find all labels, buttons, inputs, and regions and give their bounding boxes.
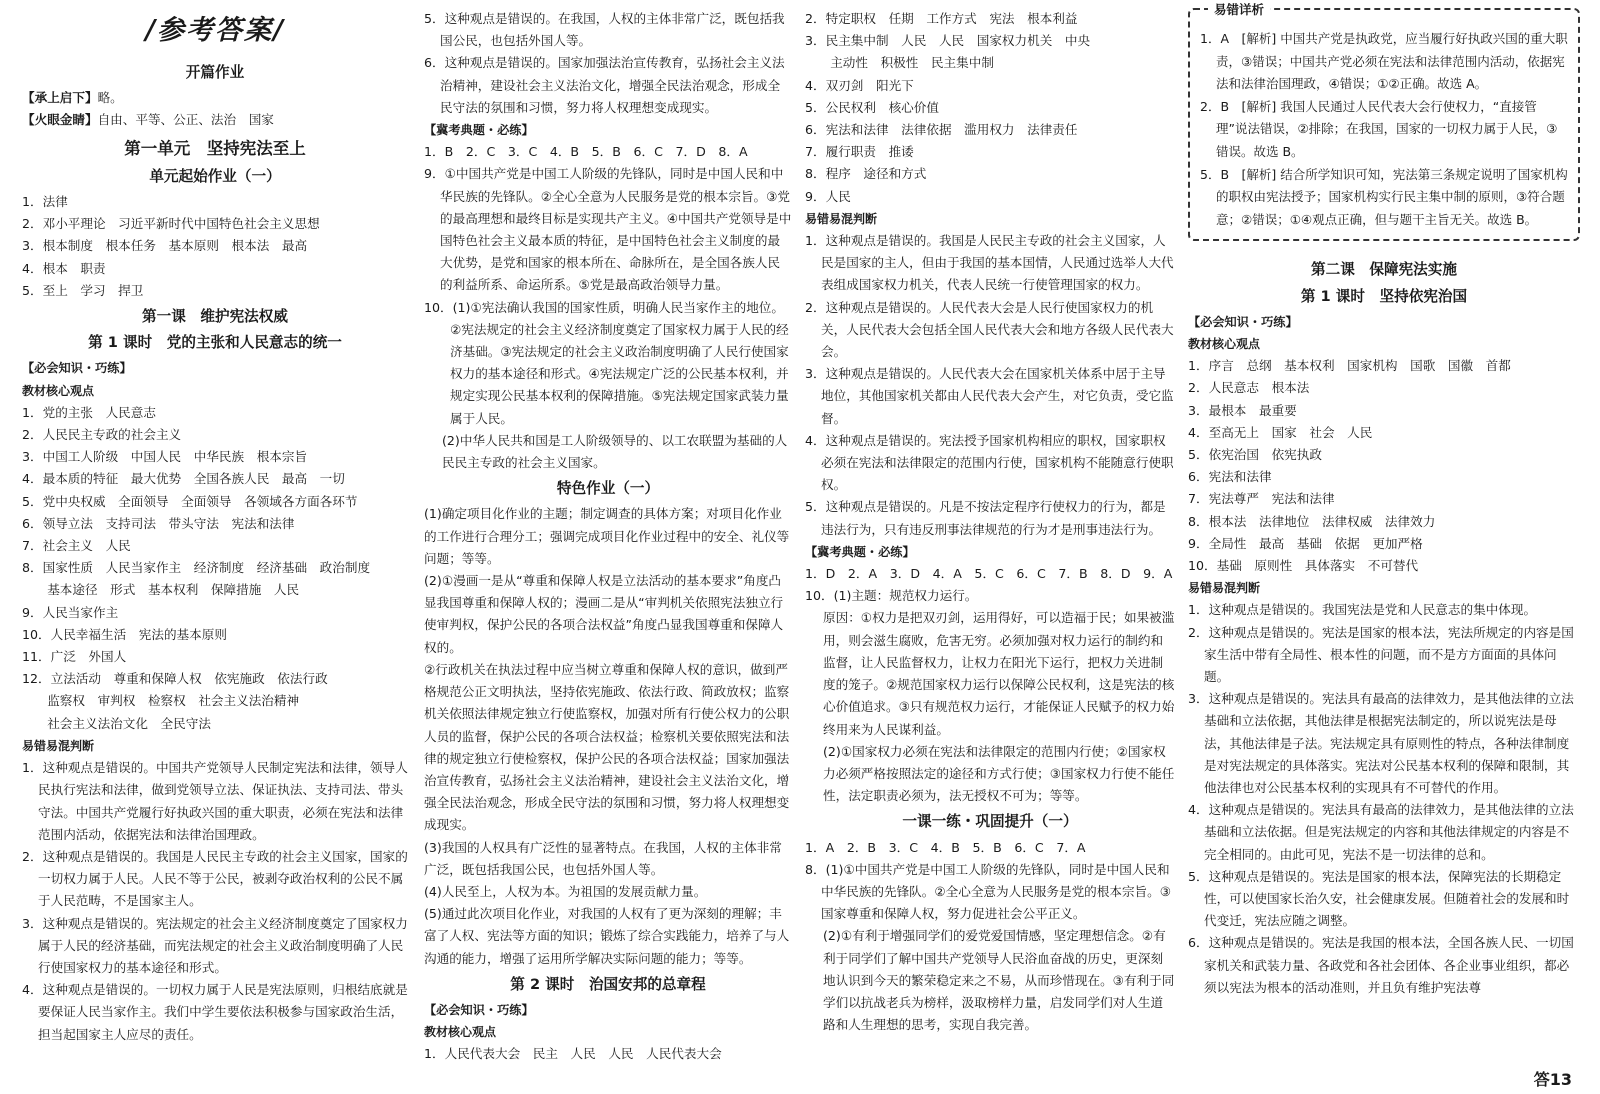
list-item: 1．党的主张 人民意志 — [22, 404, 156, 420]
list-item: 监察权 审判权 检察权 社会主义法治精神 — [22, 693, 300, 709]
unit-title: 第一单元 坚持宪法至上 — [124, 138, 306, 158]
question-answer: (2)①有利于增强同学们的爱党爱国情感，坚定理想信念。②有利于同学们了解中国共产党领导人民浴血奋战的历史，更深刻地认识到今天的繁荣稳定来之不易，从而珍惜现在。③有利于同学们以抗战老兵为榜样，汲取榜样力量，启发同学们对人生道路和人生理想的思考，实现自我完善。 — [823, 928, 1175, 1033]
column-3 — [805, 8, 1175, 1036]
mistake-item: 1．这种观点是错误的。我国宪法是党和人民意志的集中体现。 — [1188, 602, 1537, 618]
question-answer: (2)①国家权力必须在宪法和法律限定的范围内行使；②国家权力必须严格按照法定的途径和方式行使；③国家权力行使不能任性，法定职责必须为，法无授权不可为；等等。 — [823, 743, 1175, 804]
list-item: 10．基础 原则性 具体落实 不可替代 — [1188, 557, 1419, 573]
list-item: 6．这种观点是错误的。国家加强法治宣传教育，弘扬社会主义法治精神，建设社会主义法治文化，增强全民法治观念，形成全民守法的氛围和习惯，努力将人权理想变成现实。 — [424, 55, 785, 115]
page-number: 答13 — [1533, 1070, 1572, 1089]
practice-title: 一课一练・巩固提升（一） — [902, 813, 1078, 831]
answer-row: 1．A 2．B 3．C 4．B 5．B 6．C 7．A — [805, 839, 1086, 855]
opening-line: 【承上启下】略。 — [22, 90, 123, 106]
list-item: 9．人民当家作主 — [22, 604, 119, 620]
analysis-item: 1．A [解析] 中国共产党是执政党，应当履行好执政兴国的重大职责，③错误；中国共产党必须在宪法和法律范围内活动，依据宪法和法律治国理政，④错误；①②正确。故选 A。 — [1200, 31, 1568, 92]
mistake-item: 1．这种观点是错误的。我国是人民民主专政的社会主义国家，人民是国家的主人，但由于我国的基本国情，人民通过选举人大代表组成国家权力机关，代表人民统一行使管理国家的权力。 — [805, 233, 1174, 293]
list-item: 4．至高无上 国家 社会 人民 — [1188, 424, 1373, 440]
opening-line: 【火眼金睛】自由、平等、公正、法治 国家 — [22, 112, 274, 128]
column-1 — [22, 8, 408, 1046]
period-title: 第 1 课时 党的主张和人民意志的统一 — [88, 334, 342, 352]
list-item: 5．依宪治国 依宪执政 — [1188, 446, 1322, 462]
list-item: 6．宪法和法律 法律依据 滥用权力 法律责任 — [805, 122, 1078, 138]
mistake-title: 易错易混判断 — [805, 211, 878, 226]
mistake-item: 4．这种观点是错误的。宪法具有最高的法律效力，是其他法律的立法基础和立法依据。但是宪法规定的内容和其他法律规定的内容是不完全相同的。由此可见，宪法不是一切法律的总和。 — [1188, 802, 1574, 862]
mistake-item: 3．这种观点是错误的。宪法规定的社会主义经济制度奠定了国家权力属于人民的经济基础，而宪法规定的社会主义政治制度明确了人民行使国家权力的基本途径和形式。 — [22, 915, 408, 975]
feature-line: (2)①漫画一是从“尊重和保障人权是立法活动的基本要求”角度凸显我国尊重和保障人权的；漫画二是从“审判机关依照宪法独立行使审判权，保护公民的各项合法权益”角度凸显我国尊重和保障人权的。 — [424, 573, 784, 655]
mistake-title: 易错易混判断 — [1188, 581, 1261, 596]
answer-row: 1．B 2．C 3．C 4．B 5．B 6．C 7．D 8．A — [424, 144, 748, 160]
analysis-item: 2．B [解析] 我国人民通过人民代表大会行使权力，“直接管理”说法错误，②排除；在我国，国家的一切权力属于人民，③错误。故选 B。 — [1200, 98, 1558, 159]
list-item: 4．双刃剑 阳光下 — [805, 77, 914, 93]
list-item: 6．宪法和法律 — [1188, 469, 1272, 485]
list-item: 1．法律 — [22, 194, 68, 210]
list-item: 社会主义法治文化 全民守法 — [22, 715, 211, 731]
list-item: 7．履行职责 推诿 — [805, 144, 914, 160]
answer-row: 1．D 2．A 3．D 4．A 5．C 6．C 7．B 8．D 9．A — [805, 566, 1173, 582]
section-label: 【必会知识・巧练】 — [424, 1002, 534, 1017]
question-answer: 10．(1)①宪法确认我国的国家性质，明确人民当家作主的地位。②宪法规定的社会主义经济制度奠定了国家权力属于人民的经济基础。③宪法规定的社会主义政治制度明确了人民行使国家权力的基本途径和形式。④宪法规定广泛的公民基本权利，并规定实现公民基本权利的保障措施。⑤宪法规定国家武装力量属于人民。 — [424, 299, 789, 426]
mistake-item: 5．这种观点是错误的。宪法是国家的根本法，保障宪法的长期稳定性，可以使国家长治久安，社会健康发展。但随着社会的发展和时代变迁，宪法应随之调整。 — [1188, 868, 1570, 929]
mistake-item: 3．这种观点是错误的。宪法具有最高的法律效力，是其他法律的立法基础和立法依据，其他法律是根据宪法制定的，所以说宪法是母法，其他法律是子法。宪法规定具有原则性的特点，各种法律制度是对宪法规定的具体落实。宪法对公民基本权利的保障和限制，其他法律也对公民基本权利的实现具有不可替代的作用。 — [1188, 691, 1574, 796]
feature-line: (3)我国的人权具有广泛性的显著特点。在我国，人权的主体非常广泛，既包括我国公民，也包括外国人等。 — [424, 839, 782, 877]
mistake-item: 6．这种观点是错误的。宪法是我国的根本法，全国各族人民、一切国家机关和武装力量、各政党和各社会团体、各企业事业组织，都必须以宪法为根本的活动准则，并且负有维护宪法尊 — [1188, 935, 1574, 995]
list-item: 1．人民代表大会 民主 人民 人民 人民代表大会 — [424, 1046, 722, 1062]
mistake-item: 4．这种观点是错误的。宪法授予国家机构相应的职权，国家职权必须在宪法和法律限定的范围内行使，国家机构不能随意行使职权。 — [805, 432, 1174, 493]
period-title: 第 1 课时 坚持依宪治国 — [1300, 287, 1468, 305]
feature-line: ②行政机关在执法过程中应当树立尊重和保障人权的意识，做到严格规范公正文明执法，坚持依宪施政、依法行政、简政放权；监察机关依照法律规定独立行使监察权，加强对所有行使公权力的公职人员的监督，保护公民的各项合法权益；检察机关要依照宪法和法律的规定独立行使检察权，保护公民的各项合法权益；国家加强法治宣传教育，弘扬社会主义法治精神，建设社会主义法治文化，增强全民法治观念，形成全民守法的氛围和习惯，努力将人权理想变成现实。 — [424, 661, 790, 833]
list-item: 3．最根本 最重要 — [1188, 402, 1297, 418]
list-item: 3．中国工人阶级 中国人民 中华民族 根本宗旨 — [22, 449, 308, 465]
list-item: 9．全局性 最高 基础 依据 更加严格 — [1188, 535, 1423, 551]
list-item: 主动性 积极性 民主集中制 — [805, 55, 994, 71]
list-item: 8．程序 途径和方式 — [805, 166, 927, 182]
list-item: 10．人民幸福生活 宪法的基本原则 — [22, 626, 227, 642]
feature-title: 特色作业（一） — [556, 480, 660, 498]
list-item: 5．这种观点是错误的。在我国，人权的主体非常广泛，既包括我国公民，也包括外国人等。 — [424, 11, 785, 49]
question-answer: 原因：①权力是把双刃剑，运用得好，可以造福于民；如果被滥用，则会滋生腐败，危害无穷。必须加强对权力运行的制约和监督，让人民监督权力，让权力在阳光下运行，把权力关进制度的笼子。②规范国家权力运行以保障公民权利，这是宪法的核心价值追求。③只有规范权力运行，才能保证人民赋予的权力始终用来为人民谋利益。 — [823, 610, 1175, 737]
question-answer: (2)中华人民共和国是工人阶级领导的、以工农联盟为基础的人民民主专政的社会主义国家。 — [442, 432, 788, 471]
list-item: 5．党中央权威 全面领导 全面领导 各领域各方面各环节 — [22, 493, 358, 509]
feature-line: (1)确定项目化作业的主题；制定调查的具体方案；对项目化作业的工作进行合理分工；强调完成项目化作业过程中的安全、礼仪等问题；等等。 — [424, 506, 790, 566]
subsection-label: 教材核心观点 — [424, 1025, 497, 1040]
lesson-title: 第二课 保障宪法实施 — [1311, 261, 1457, 279]
list-item: 2．邓小平理论 习近平新时代中国特色社会主义思想 — [22, 216, 320, 232]
list-item: 1．序言 总纲 基本权利 国家机构 国歌 国徽 首都 — [1188, 358, 1511, 374]
column-2 — [424, 8, 792, 1066]
list-item: 7．社会主义 人民 — [22, 538, 131, 554]
list-item: 4．根本 职责 — [22, 260, 106, 276]
mistake-item: 5．这种观点是错误的。凡是不按法定程序行使权力的行为，都是违法行为，只有违反刑事法律规范的行为才是刑事违法行为。 — [805, 499, 1166, 537]
mistake-item: 2．这种观点是错误的。宪法是国家的根本法，宪法所规定的内容是国家生活中带有全局性、根本性的问题，而不是方方面面的具体问题。 — [1188, 624, 1574, 684]
feature-line: (5)通过此次项目化作业，对我国的人权有了更为深刻的理解；丰富了人权、宪法等方面的知识；锻炼了综合实践能力，培养了与人沟通的能力，增强了运用所学解决实际问题的能力；等等。 — [424, 906, 790, 966]
subsection-label: 教材核心观点 — [1188, 336, 1261, 351]
list-item: 8．根本法 法律地位 法律权威 法律效力 — [1188, 513, 1436, 529]
mistake-item: 4．这种观点是错误的。一切权力属于人民是宪法原则，归根结底就是要保证人民当家作主。我们中学生要依法积极参与国家政治生活，担当起国家主人应尽的责任。 — [22, 982, 408, 1042]
list-item: 11．广泛 外国人 — [22, 649, 127, 665]
list-item: 5．公民权利 核心价值 — [805, 99, 939, 115]
list-item: 2．人民民主专政的社会主义 — [22, 427, 182, 443]
mistake-item: 1．这种观点是错误的。中国共产党领导人民制定宪法和法律，领导人民执行宪法和法律，做到党领导立法、保证执法、支持司法、带头守法。中国共产党履行好执政兴国的重大职责，必须在宪法和法律范围内活动，依据宪法和法律治国理政。 — [22, 760, 408, 842]
section-label: 【必会知识・巧练】 — [22, 361, 132, 376]
opening-title: 开篇作业 — [185, 64, 245, 81]
list-item: 8．国家性质 人民当家作主 经济制度 经济基础 政治制度 — [22, 560, 371, 576]
list-item: 2．特定职权 任期 工作方式 宪法 根本利益 — [805, 11, 1078, 26]
section-label: 【冀考典题・必练】 — [424, 123, 534, 138]
list-item: 6．领导立法 支持司法 带头守法 宪法和法律 — [22, 515, 295, 531]
analysis-item: 5．B [解析] 结合所学知识可知，宪法第三条规定说明了国家机构的职权由宪法授予；国家机构实行民主集中制的原则，③符合题意；②错误；①④观点正确，但与题干主旨无关。故选 B。 — [1200, 166, 1568, 227]
list-item: 3．民主集中制 人民 人民 国家权力机关 中央 — [805, 33, 1091, 49]
subsection-label: 教材核心观点 — [22, 383, 95, 398]
question-answer: 8．(1)①中国共产党是中国工人阶级的先锋队，同时是中国人民和中华民族的先锋队。②全心全意为人民服务是党的根本宗旨。③国家尊重和保障人权，努力促进社会公平正义。 — [805, 861, 1172, 922]
mistake-analysis-box — [1188, 2, 1580, 241]
mistake-item: 2．这种观点是错误的。我国是人民民主专政的社会主义国家，国家的一切权力属于人民。人民不等于公民，被剥夺政治权利的公民不属于人民范畴，不是国家主人。 — [22, 848, 408, 909]
mistake-title: 易错易混判断 — [22, 738, 95, 753]
box-title: 易错详析 — [1208, 0, 1270, 22]
lesson-title: 第一课 维护宪法权威 — [142, 308, 288, 326]
list-item: 5．至上 学习 捍卫 — [22, 282, 144, 298]
list-item: 基本途径 形式 基本权利 保障措施 人民 — [22, 582, 300, 598]
section-label: 【冀考典题・必练】 — [805, 544, 915, 559]
list-item: 4．最本质的特征 最大优势 全国各族人民 最高 一切 — [22, 471, 345, 487]
question-answer: 10．(1)主题：规范权力运行。 — [805, 588, 978, 604]
question-answer: 9．①中国共产党是中国工人阶级的先锋队，同时是中国人民和中华民族的先锋队。②全心全意为人民服务是党的根本宗旨。③党的最高理想和最终目标是实现共产主义。④中国共产党领导是中国特色社会主义最本质的特征，是中国特色社会主义制度的最大优势，是党和国家的根本所在、命脉所在，是全国各族人民的利益所系、命运所系。⑤党是最高政治领导力量。 — [424, 166, 792, 293]
column-4 — [1188, 2, 1580, 999]
unit-start-title: 单元起始作业（一） — [149, 167, 281, 185]
section-label: 【必会知识・巧练】 — [1188, 314, 1298, 329]
page-banner: /参考答案/ — [145, 15, 285, 46]
mistake-item: 3．这种观点是错误的。人民代表大会在国家机关体系中居于主导地位，其他国家机关都由人民代表大会产生，对它负责，受它监督。 — [805, 366, 1174, 426]
list-item: 2．人民意志 根本法 — [1188, 380, 1310, 396]
list-item: 9．人民 — [805, 188, 851, 204]
list-item: 3．根本制度 根本任务 基本原则 根本法 最高 — [22, 238, 308, 254]
period-title: 第 2 课时 治国安邦的总章程 — [510, 975, 706, 993]
list-item: 7．宪法尊严 宪法和法律 — [1188, 491, 1335, 507]
list-item: 12．立法活动 尊重和保障人权 依宪施政 依法行政 — [22, 671, 328, 687]
mistake-item: 2．这种观点是错误的。人民代表大会是人民行使国家权力的机关，人民代表大会包括全国人民代表大会和地方各级人民代表大会。 — [805, 299, 1174, 360]
feature-line: (4)人民至上，人权为本。为祖国的发展贡献力量。 — [424, 883, 707, 899]
